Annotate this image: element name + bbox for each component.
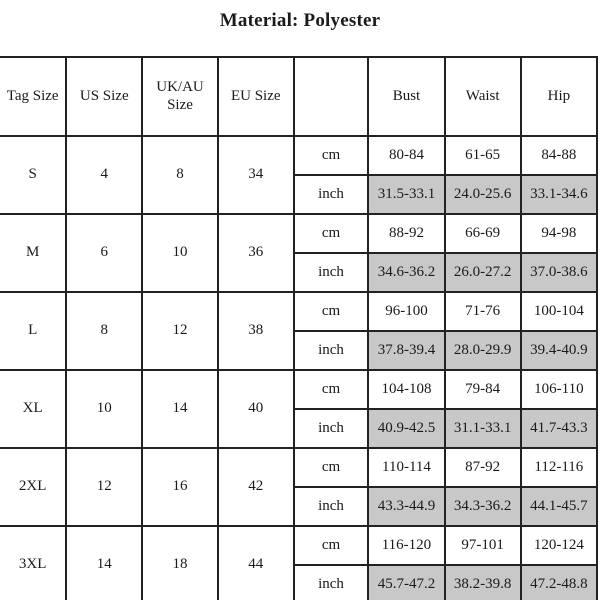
unit-cm-cell: cm [294,214,369,253]
unit-inch-cell: inch [294,175,369,214]
tag-size-cell: 2XL [0,448,66,526]
us-size-cell: 14 [66,526,142,600]
bust-cm-cell: 104-108 [368,370,444,409]
eu-size-cell: 44 [218,526,294,600]
eu-size-cell: 40 [218,370,294,448]
uk-au-size-cell: 10 [142,214,218,292]
size-chart-table [0,56,598,600]
tag-size-cell: 3XL [0,526,66,600]
hip-cm-cell: 100-104 [521,292,597,331]
bust-cm-cell: 116-120 [368,526,444,565]
uk-au-size-cell: 8 [142,136,218,214]
table-row-cm [0,214,597,253]
bust-inch-cell: 43.3-44.9 [368,487,444,526]
hip-inch-cell: 37.0-38.6 [521,253,597,292]
eu-size-cell: 42 [218,448,294,526]
waist-cm-cell: 87-92 [445,448,521,487]
hip-cm-cell: 112-116 [521,448,597,487]
hip-cm-cell: 84-88 [521,136,597,175]
tag-size-cell: XL [0,370,66,448]
waist-cm-cell: 61-65 [445,136,521,175]
unit-inch-cell: inch [294,331,369,370]
waist-cm-cell: 97-101 [445,526,521,565]
header-row [0,57,597,136]
table-row-cm [0,292,597,331]
header-eu-size: EU Size [218,57,294,136]
hip-inch-cell: 33.1-34.6 [521,175,597,214]
waist-inch-cell: 38.2-39.8 [445,565,521,600]
table-row-cm [0,448,597,487]
hip-inch-cell: 39.4-40.9 [521,331,597,370]
unit-cm-cell: cm [294,136,369,175]
bust-cm-cell: 80-84 [368,136,444,175]
waist-inch-cell: 26.0-27.2 [445,253,521,292]
header-unit [294,57,369,136]
us-size-cell: 10 [66,370,142,448]
tag-size-cell: M [0,214,66,292]
waist-inch-cell: 34.3-36.2 [445,487,521,526]
bust-cm-cell: 110-114 [368,448,444,487]
header-hip: Hip [521,57,597,136]
unit-inch-cell: inch [294,409,369,448]
bust-inch-cell: 37.8-39.4 [368,331,444,370]
eu-size-cell: 36 [218,214,294,292]
unit-inch-cell: inch [294,487,369,526]
hip-inch-cell: 44.1-45.7 [521,487,597,526]
page-title: Material: Polyester [219,10,381,31]
bust-cm-cell: 88-92 [368,214,444,253]
unit-cm-cell: cm [294,448,369,487]
waist-inch-cell: 28.0-29.9 [445,331,521,370]
header-us-size: US Size [66,57,142,136]
uk-au-size-cell: 14 [142,370,218,448]
waist-cm-cell: 71-76 [445,292,521,331]
waist-inch-cell: 24.0-25.6 [445,175,521,214]
us-size-cell: 12 [66,448,142,526]
waist-cm-cell: 79-84 [445,370,521,409]
eu-size-cell: 34 [218,136,294,214]
bust-inch-cell: 34.6-36.2 [368,253,444,292]
hip-inch-cell: 41.7-43.3 [521,409,597,448]
unit-inch-cell: inch [294,253,369,292]
waist-inch-cell: 31.1-33.1 [445,409,521,448]
bust-inch-cell: 31.5-33.1 [368,175,444,214]
hip-cm-cell: 106-110 [521,370,597,409]
header-bust: Bust [368,57,444,136]
table-row-cm [0,136,597,175]
bust-inch-cell: 40.9-42.5 [368,409,444,448]
tag-size-cell: S [0,136,66,214]
header-tag-size: Tag Size [0,57,66,136]
uk-au-size-cell: 16 [142,448,218,526]
eu-size-cell: 38 [218,292,294,370]
uk-au-size-cell: 12 [142,292,218,370]
waist-cm-cell: 66-69 [445,214,521,253]
header-waist: Waist [445,57,521,136]
header-uk-au-size: UK/AU Size [142,57,218,136]
hip-cm-cell: 94-98 [521,214,597,253]
bust-inch-cell: 45.7-47.2 [368,565,444,600]
tag-size-cell: L [0,292,66,370]
bust-cm-cell: 96-100 [368,292,444,331]
hip-cm-cell: 120-124 [521,526,597,565]
table-row-cm [0,370,597,409]
unit-cm-cell: cm [294,370,369,409]
us-size-cell: 4 [66,136,142,214]
unit-inch-cell: inch [294,565,369,600]
unit-cm-cell: cm [294,292,369,331]
uk-au-size-cell: 18 [142,526,218,600]
hip-inch-cell: 47.2-48.8 [521,565,597,600]
us-size-cell: 8 [66,292,142,370]
table-row-cm [0,526,597,565]
us-size-cell: 6 [66,214,142,292]
unit-cm-cell: cm [294,526,369,565]
